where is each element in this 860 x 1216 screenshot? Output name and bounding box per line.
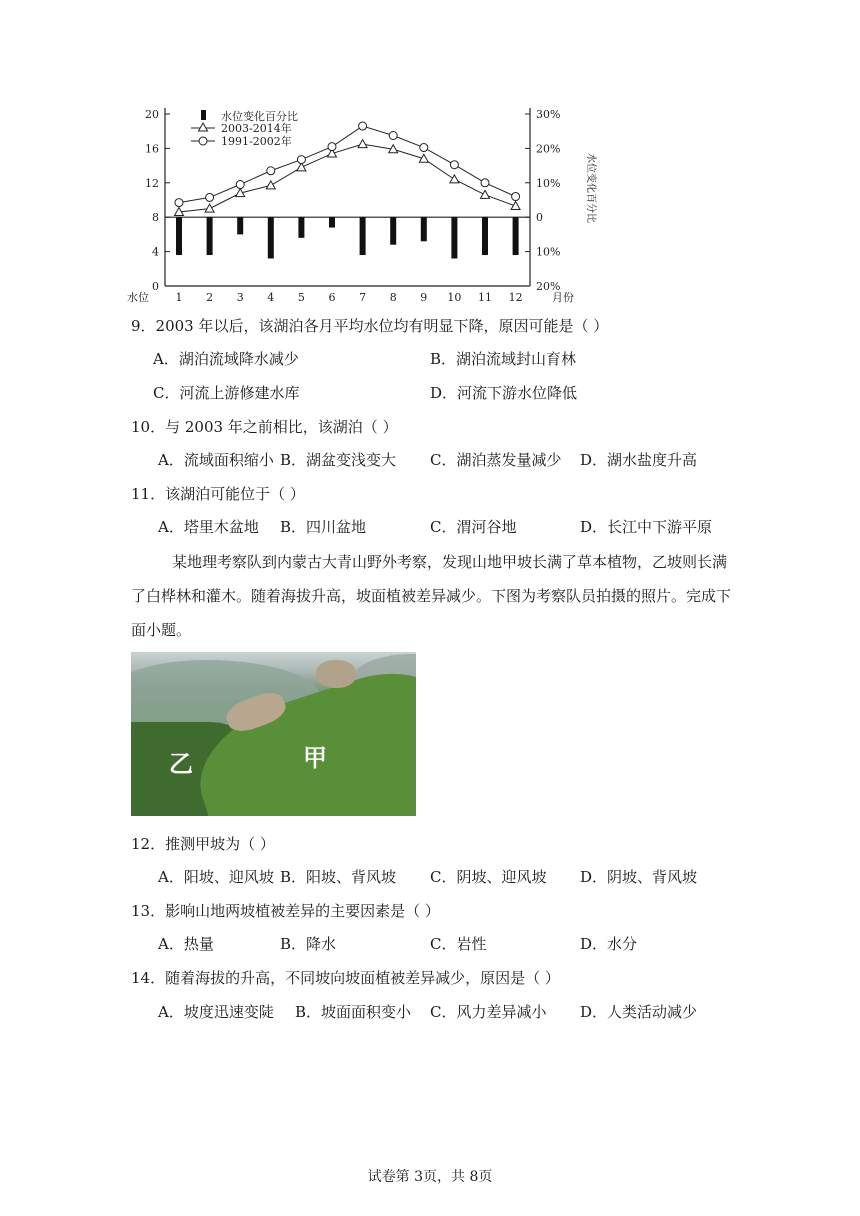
q11-option-d: D．长江中下游平原 <box>580 518 713 536</box>
left-tick-label: 16 <box>145 142 159 156</box>
water-level-chart <box>110 100 600 310</box>
right-tick-label: 20% <box>536 280 561 293</box>
q10-option-b: B．湖盆变浅变大 <box>280 451 397 469</box>
triangle-marker <box>358 140 367 148</box>
left-tick-label: 20 <box>145 108 159 121</box>
bar-month-4 <box>268 217 274 258</box>
right-tick-label: 20% <box>536 142 561 156</box>
circle-marker <box>236 181 244 189</box>
q14-option-c: C．风力差异减小 <box>430 1003 547 1021</box>
peak-rock <box>316 660 356 688</box>
triangle-marker <box>481 190 490 198</box>
bar-month-6 <box>329 217 335 227</box>
left-tick-label: 8 <box>152 211 159 225</box>
question-10-stem: 10．与 2003 年之前相比，该湖泊（ ） <box>131 418 398 436</box>
circle-marker <box>481 179 489 187</box>
page-footer: 试卷第 3页，共 8页 <box>367 1169 493 1185</box>
question-9-stem: 9．2003 年以后，该湖泊各月平均水位均有明显下降，原因可能是（ ） <box>131 317 609 335</box>
circle-marker <box>267 167 275 175</box>
q9-option-b: B．湖泊流域封山育林 <box>430 350 577 368</box>
x-tick-label: 6 <box>328 291 336 304</box>
bar-month-8 <box>390 217 396 245</box>
x-tick-label: 7 <box>359 291 367 304</box>
legend-tri-label: 2003-2014年 <box>221 122 292 135</box>
circle-marker <box>512 193 520 201</box>
x-tick-label: 2 <box>206 291 214 304</box>
circle-marker <box>389 132 397 140</box>
question-13-stem: 13．影响山地两坡植被差异的主要因素是（ ） <box>131 902 440 920</box>
chart-svg <box>110 100 600 310</box>
q11-option-a: A．塔里木盆地 <box>158 518 259 536</box>
x-tick-label: 10 <box>447 291 462 304</box>
q11-option-b: B．四川盆地 <box>280 518 367 536</box>
passage-line-3: 面小题。 <box>131 621 192 639</box>
x-tick-label: 12 <box>508 291 523 304</box>
triangle-marker <box>511 202 520 210</box>
left-tick-label: 0 <box>152 280 159 293</box>
passage-line-1: 某地理考察队到内蒙古大青山野外考察，发现山地甲坡长满了草本植物，乙坡则长满 <box>172 553 728 571</box>
x-tick-label: 9 <box>420 291 428 304</box>
q13-option-d: D．水分 <box>580 935 638 953</box>
left-tick-label: 12 <box>145 176 159 190</box>
circle-marker <box>206 193 214 201</box>
right-tick-label: 10% <box>536 245 561 259</box>
legend-circle-label: 1991-2002年 <box>221 135 292 148</box>
question-14-stem: 14．随着海拔的升高，不同坡向坡面植被差异减少，原因是（ ） <box>131 969 560 987</box>
legend-bar-label: 水位变化百分比 <box>221 110 298 123</box>
q13-option-c: C．岩性 <box>430 935 487 953</box>
q10-option-d: D．湖水盐度升高 <box>580 451 698 469</box>
q9-option-d: D．河流下游水位降低 <box>430 384 578 402</box>
right-tick-label: 30% <box>536 108 561 121</box>
right-tick-label: 0 <box>536 211 543 225</box>
q13-option-b: B．降水 <box>280 935 337 953</box>
circle-marker <box>359 122 367 130</box>
triangle-marker <box>205 204 214 212</box>
bar-month-7 <box>360 217 366 255</box>
q14-option-d: D．人类活动减少 <box>580 1003 698 1021</box>
x-tick-label: 3 <box>236 291 244 304</box>
circle-marker <box>450 161 458 169</box>
bar-month-12 <box>513 217 519 255</box>
legend-tri-marker <box>199 123 208 131</box>
passage-line-2: 了白桦林和灌木。随着海拔升高，坡面植被差异减少。下图为考察队员拍摄的照片。完成下 <box>131 587 732 605</box>
bar-month-5 <box>298 217 304 238</box>
mountain-photo <box>131 652 416 816</box>
triangle-marker <box>266 181 275 189</box>
q13-option-a: A．热量 <box>158 935 214 953</box>
series-line-1 <box>179 144 516 212</box>
photo-label-jia: 甲 <box>303 744 327 772</box>
x-tick-label: 11 <box>478 291 492 304</box>
q11-option-c: C．渭河谷地 <box>430 518 517 536</box>
right-axis-label: 水位变化百分比 <box>585 153 596 223</box>
x-axis-label-left: 水位 <box>127 291 149 304</box>
photo-label-yi: 乙 <box>169 750 193 778</box>
q10-option-c: C．湖泊蒸发量减少 <box>430 451 562 469</box>
circle-marker <box>328 143 336 151</box>
triangle-marker <box>450 175 459 183</box>
q9-option-a: A．湖泊流域降水减少 <box>153 350 299 368</box>
question-12-stem: 12．推测甲坡为（ ） <box>131 835 275 853</box>
right-tick-label: 10% <box>536 176 561 190</box>
legend-circle-marker <box>199 137 207 145</box>
q10-option-a: A．流域面积缩小 <box>158 451 274 469</box>
q12-option-c: C．阴坡、迎风坡 <box>430 868 547 886</box>
q12-option-a: A．阳坡、迎风坡 <box>158 868 274 886</box>
circle-marker <box>420 144 428 152</box>
x-axis-label-right: 月份 <box>552 291 574 304</box>
q12-option-b: B．阳坡、背风坡 <box>280 868 397 886</box>
bar-month-2 <box>207 217 213 255</box>
x-tick-label: 1 <box>175 291 183 304</box>
q9-option-c: C．河流上游修建水库 <box>153 384 300 402</box>
q14-option-a: A．坡度迅速变陡 <box>158 1003 274 1021</box>
x-tick-label: 8 <box>389 291 397 304</box>
x-tick-label: 4 <box>267 291 275 304</box>
bar-month-3 <box>237 217 243 234</box>
circle-marker <box>297 156 305 164</box>
bar-month-9 <box>421 217 427 241</box>
bar-month-10 <box>451 217 457 258</box>
question-11-stem: 11．该湖泊可能位于（ ） <box>131 485 305 503</box>
legend-bar-swatch <box>201 110 206 120</box>
q14-option-b: B．坡面面积变小 <box>295 1003 412 1021</box>
x-tick-label: 5 <box>297 291 305 304</box>
left-tick-label: 4 <box>152 245 159 259</box>
q12-option-d: D．阴坡、背风坡 <box>580 868 698 886</box>
bar-month-11 <box>482 217 488 255</box>
bar-month-1 <box>176 217 182 255</box>
circle-marker <box>175 199 183 207</box>
